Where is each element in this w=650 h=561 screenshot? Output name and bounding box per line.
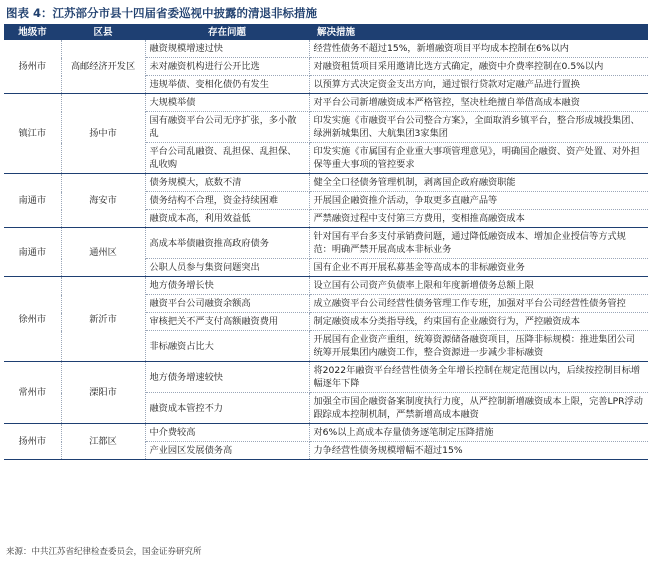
solution-cell: 力争经营性债务规模增幅不超过15% (309, 442, 648, 460)
issue-cell: 高成本举债融资推高政府债务 (145, 228, 309, 259)
city-cell: 常州市 (4, 362, 61, 424)
header-solution: 解决措施 (309, 24, 648, 40)
solution-cell: 健全全口径债务管理机制，剥离国企政府融资职能 (309, 174, 648, 192)
solution-cell: 开展国企融资推介活动，争取更多直融产品等 (309, 192, 648, 210)
district-cell: 江都区 (61, 424, 145, 460)
solution-cell: 国有企业不再开展私募基金等高成本的非标融资业务 (309, 259, 648, 277)
solution-cell: 以预算方式决定资金支出方向，通过银行贷款对定融产品进行置换 (309, 76, 648, 94)
issue-cell: 违规举债、变相化债仍有发生 (145, 76, 309, 94)
header-issue: 存在问题 (145, 24, 309, 40)
table-row (4, 94, 648, 112)
solution-cell: 对平台公司新增融资成本严格管控，坚决杜绝擅自举借高成本融资 (309, 94, 648, 112)
solution-cell: 经营性债务不超过15%，新增融资项目平均成本控制在6%以内 (309, 40, 648, 58)
city-cell: 扬州市 (4, 424, 61, 460)
table-row (4, 40, 648, 58)
issue-cell: 审核把关不严支付高额融资费用 (145, 313, 309, 331)
issue-cell: 融资规模增速过快 (145, 40, 309, 58)
district-cell: 溧阳市 (61, 362, 145, 424)
issue-cell: 中介费较高 (145, 424, 309, 442)
solution-cell: 开展国有企业资产重组，统筹资源储备融资项目，压降非标规模：推进集团公司统筹开展集团内融资工作，整合资源进一步减少非标融资 (309, 331, 648, 362)
issue-cell: 债务规模大，底数不清 (145, 174, 309, 192)
issue-cell: 产业园区发展债务高 (145, 442, 309, 460)
solution-cell: 设立国有公司资产负债率上限和年度新增债务总额上限 (309, 277, 648, 295)
issue-cell: 债务结构不合理，资金持续困难 (145, 192, 309, 210)
source-note: 来源：中共江苏省纪律检查委员会，国金证券研究所 (6, 547, 202, 557)
header-district: 区县 (61, 24, 145, 40)
solution-cell: 对6%以上高成本存量债务逐笔制定压降措施 (309, 424, 648, 442)
solution-cell: 严禁融资过程中支付第三方费用，变相推高融资成本 (309, 210, 648, 228)
district-cell: 通州区 (61, 228, 145, 277)
measures-table (4, 24, 648, 460)
solution-cell: 对融资租赁项目采用邀请比选方式确定，融资中介费率控制在0.5%以内 (309, 58, 648, 76)
table-row (4, 174, 648, 192)
figure-title: 图表 4：江苏部分市县十四届省委巡视中披露的清退非标措施 (6, 6, 318, 20)
solution-cell: 将2022年融资平台经营性债务全年增长控制在规定范围以内，后续按控制目标增幅逐年下降 (309, 362, 648, 393)
district-cell: 海安市 (61, 174, 145, 228)
table-row (4, 362, 648, 393)
issue-cell: 非标融资占比大 (145, 331, 309, 362)
solution-cell: 印发实施《市融资平台公司整合方案》，全面取消乡镇平台，整合形成城投集团、绿洲新城集团、大航集团3家集团 (309, 112, 648, 143)
solution-cell: 制定融资成本分类指导线，约束国有企业融资行为，严控融资成本 (309, 313, 648, 331)
issue-cell: 公职人员参与集资问题突出 (145, 259, 309, 277)
city-cell: 扬州市 (4, 40, 61, 94)
city-cell: 镇江市 (4, 94, 61, 174)
issue-cell: 融资成本高，利用效益低 (145, 210, 309, 228)
solution-cell: 针对国有平台多支付承销费问题，通过降低融资成本、增加企业授信等方式规范：明确严禁开展高成本非标业务 (309, 228, 648, 259)
city-cell: 南通市 (4, 174, 61, 228)
solution-cell: 印发实施《市属国有企业重大事项管理意见》，明确国企融资、资产处置、对外担保等重大事项的管控要求 (309, 143, 648, 174)
district-cell: 新沂市 (61, 277, 145, 362)
issue-cell: 地方债务增速较快 (145, 362, 309, 393)
issue-cell: 融资成本管控不力 (145, 393, 309, 424)
city-cell: 徐州市 (4, 277, 61, 362)
solution-cell: 成立融资平台公司经营性债务管理工作专班，加强对平台公司经营性债务管控 (309, 295, 648, 313)
issue-cell: 平台公司乱融资、乱担保、乱担保、乱收购 (145, 143, 309, 174)
district-cell: 高邮经济开发区 (61, 40, 145, 94)
table-row (4, 228, 648, 259)
issue-cell: 国有融资平台公司无序扩张，多小散乱 (145, 112, 309, 143)
issue-cell: 融资平台公司融资余额高 (145, 295, 309, 313)
city-cell: 南通市 (4, 228, 61, 277)
table-header-row (4, 24, 648, 40)
table-row (4, 277, 648, 295)
solution-cell: 加强全市国企融资备案制度执行力度，从严控制新增融资成本上限，完善LPR浮动跟踪成本控制机制，严禁新增高成本融资 (309, 393, 648, 424)
issue-cell: 大规模举债 (145, 94, 309, 112)
district-cell: 扬中市 (61, 94, 145, 174)
issue-cell: 未对融资机构进行公开比选 (145, 58, 309, 76)
issue-cell: 地方债务增长快 (145, 277, 309, 295)
header-city: 地级市 (4, 24, 61, 40)
table-row (4, 424, 648, 442)
